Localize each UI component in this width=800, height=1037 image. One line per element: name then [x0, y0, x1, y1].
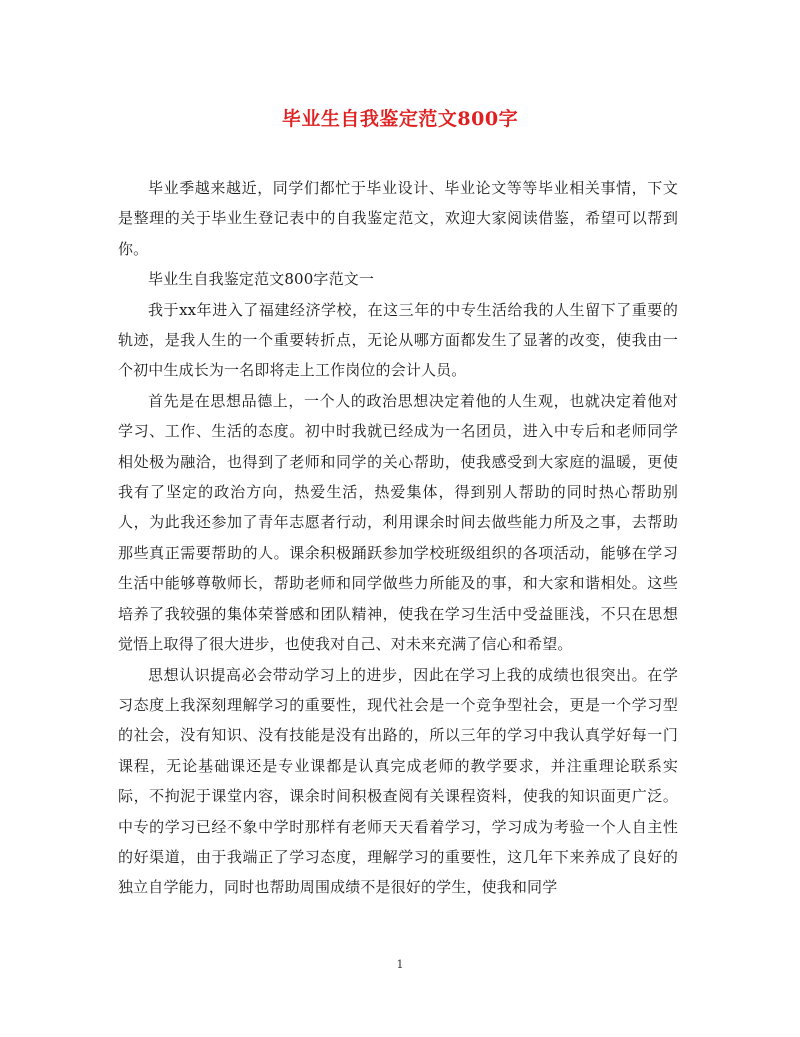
page-number: 1	[396, 958, 404, 971]
document-title: 毕业生自我鉴定范文800字	[281, 108, 519, 130]
intro-paragraph: 毕业季越来越近，同学们都忙于毕业设计、毕业论文等等毕业相关事情，下文是整理的关于毕业生登记表中的自我鉴定范文，欢迎大家阅读借鉴，希望可以帮到你。	[118, 179, 678, 258]
section-heading: 毕业生自我鉴定范文800字范文一	[148, 270, 375, 289]
body-paragraph: 我于xx年进入了福建经济学校，在这三年的中专生活给我的人生留下了重要的轨迹，是我人生的一个重要转折点，无论从哪方面都发生了显著的改变，使我由一个初中生成长为一名即将走上工作岗位的会计人员。	[118, 300, 678, 380]
document-body	[118, 173, 678, 903]
body-paragraph: 思想认识提高必会带动学习上的进步，因此在学习上我的成绩也很突出。在学习态度上我深刻理解学习的重要性，现代社会是一个竞争型社会，更是一个学习型的社会，没有知识、没有技能是没有出路的，所以三年的学习中我认真学好每一门课程，无论基础课还是专业课都是认真完成老师的教学要求，并注重理论联系实际，不拘泥于课堂内容，课余时间积极查阅有关课程资料，使我的知识面更广泛。中专的学习已经不象中学时那样有老师天天看着学习，学习成为考验一个人自主性的好渠道，由于我端正了学习态度，理解学习的重要性，这几年下来养成了良好的独立自学能力，同时也帮助周围成绩不是很好的学生，使我和同学	[118, 665, 678, 897]
body-paragraph: 首先是在思想品德上，一个人的政治思想决定着他的人生观，也就决定着他对学习、工作、生活的态度。初中时我就已经成为一名团员，进入中专后和老师同学相处极为融洽，也得到了老师和同学的关心帮助，使我感受到大家庭的温暖，更使我有了坚定的政治方向，热爱生活，热爱集体，得到别人帮助的同时热心帮助别人，为此我还参加了青年志愿者行动，利用课余时间去做些能力所及之事，去帮助那些真正需要帮助的人。课余积极踊跃参加学校班级组织的各项活动，能够在学习生活中能够尊敬师长，帮助老师和同学做些力所能及的事，和大家和谐相处。这些培养了我较强的集体荣誉感和团队精神，使我在学习生活中受益匪浅，不只在思想觉悟上取得了很大进步，也使我对自己、对未来充满了信心和希望。	[118, 391, 678, 654]
